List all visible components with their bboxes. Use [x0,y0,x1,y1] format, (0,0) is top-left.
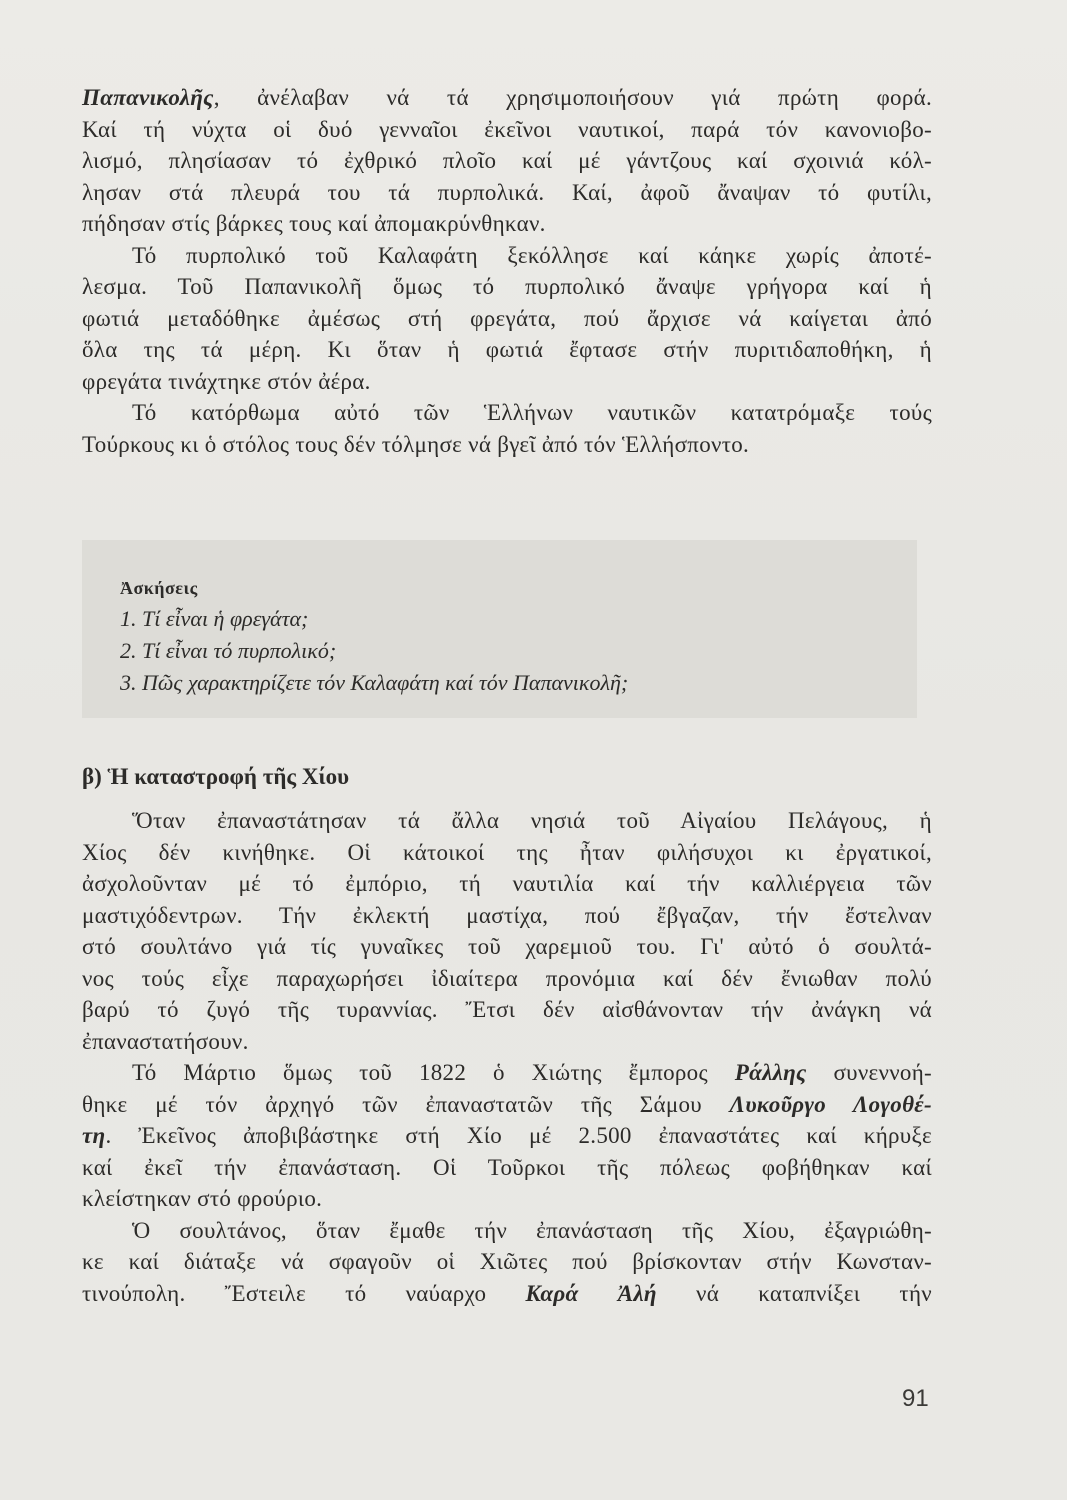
section-paragraph-1: Ὅταν ἐπαναστάτησαν τά ἄλλα νησιά τοῦ Αἰγαίου Πελάγους, ἡ Χίος δέν κινήθηκε. Οἱ κάτοικοί της ἦταν φιλήσυχοι κι ἐργατικοί, ἀσχολοῦνταν μέ τό ἐμπόριο, τή ναυτιλία καί τήν καλλιέργεια τῶν μαστιχόδεντρων. Τήν ἐκλεκτή μαστίχα, πού ἔβγαζαν, τήν ἔστελναν στό σουλτάνο γιά τίς γυναῖκες τοῦ χαρεμιοῦ του. Γι' αὐτό ὁ σουλτά- νος τούς εἶχε παραχωρήσει ἰδιαίτερα προνόμια καί δέν ἔνιωθαν πολύ βαρύ τό ζυγό τῆς τυραννίας. Ἔτσι δέν αἰσθάνονταν τήν ἀνάγκη νά ἐπαναστατήσουν. [82,808,932,1054]
name-lykourgos: Λυκοῦργο Λογοθέ- [729,1091,932,1117]
exercise-item: 1. Τί εἶναι ἡ φρεγάτα; [120,606,309,631]
name-papanikolis: Παπανικολῆς [82,85,214,110]
name-rallis: Ράλλης [734,1060,807,1085]
name-kara-ali: Καρά Ἀλή [525,1280,657,1306]
paragraph-3: Τό κατόρθωμα αὐτό τῶν Ἑλλήνων ναυτικῶν κατατρόμαξε τούς Τούρκους κι ὁ στόλος τους δέν τόλμησε νά βγεῖ ἀπό τόν Ἑλλήσποντο. [82,400,932,457]
section-paragraph-3: Ὁ σουλτάνος, ὅταν ἔμαθε τήν ἐπανάσταση τῆς Χίου, ἐξαγριώθη- κε καί διάταξε νά σφαγοῦν οἱ Χιῶτες πού βρίσκονταν στήν Κωνσταν- τινούπολη. Ἔστειλε τό ναύαρχο Καρά Ἀλή νά καταπνίξει τήν [82,1217,932,1306]
exercises-box [82,540,917,718]
paragraph-1: Παπανικολῆς, ἀνέλαβαν νά τά χρησιμοποιήσουν γιά πρώτη φορά. Καί τή νύχτα οἱ δυό γενναῖοι ἐκεῖνοι ναυτικοί, παρά τόν κανονιοβο- λισμό, πλησίασαν τό ἐχθρικό πλοῖο καί μέ γάντζους καί σχοινιά κόλ- λησαν στά πλευρά του τά πυρπολικά. Καί, ἀφοῦ ἄναψαν τό φυτίλι, πήδησαν στίς βάρκες τους καί ἀπομακρύνθηκαν. [82,85,932,236]
paragraph-2: Τό πυρπολικό τοῦ Καλαφάτη ξεκόλλησε καί κάηκε χωρίς ἀποτέ- λεσμα. Τοῦ Παπανικολῆ ὅμως τό πυρπολικό ἄναψε γρήγορα καί ἡ φωτιά μεταδόθηκε ἀμέσως στή φρεγάτα, πού ἄρχισε νά καίγεται ἀπό ὅλα της τά μέρη. Κι ὅταν ἡ φωτιά ἔφτασε στήν πυριτιδαποθήκη, ἡ φρεγάτα τινάχτηκε στόν ἀέρα. [82,242,932,394]
section-title: β) Ἡ καταστροφή τῆς Χίου [82,764,350,789]
exercise-item: 3. Πῶς χαρακτηρίζετε τόν Καλαφάτη καί τόν Παπανικολῆ; [120,670,629,695]
top-text [82,82,932,460]
name-lykourgos-cont: τη [82,1123,106,1148]
page-number: 91 [902,1385,929,1412]
exercise-item: 2. Τί εἶναι τό πυρπολικό; [120,638,337,663]
exercises-title: Ἀσκήσεις [120,578,198,598]
section-paragraph-2: Τό Μάρτιο ὅμως τοῦ 1822 ὁ Χιώτης ἔμπορος Ράλλης συνεννοή- θηκε μέ τόν ἀρχηγό τῶν ἐπαναστατῶν τῆς Σάμου Λυκοῦργο Λογοθέ- τη. Ἐκεῖνος ἀποβιβάστηκε στή Χίο μέ 2.500 ἐπαναστάτες καί κήρυξε καί ἐκεῖ τήν ἐπανάσταση. Οἱ Τοῦρκοι τῆς πόλεως φοβήθηκαν καί κλείστηκαν στό φρούριο. [82,1060,932,1211]
section-text [82,805,932,1309]
